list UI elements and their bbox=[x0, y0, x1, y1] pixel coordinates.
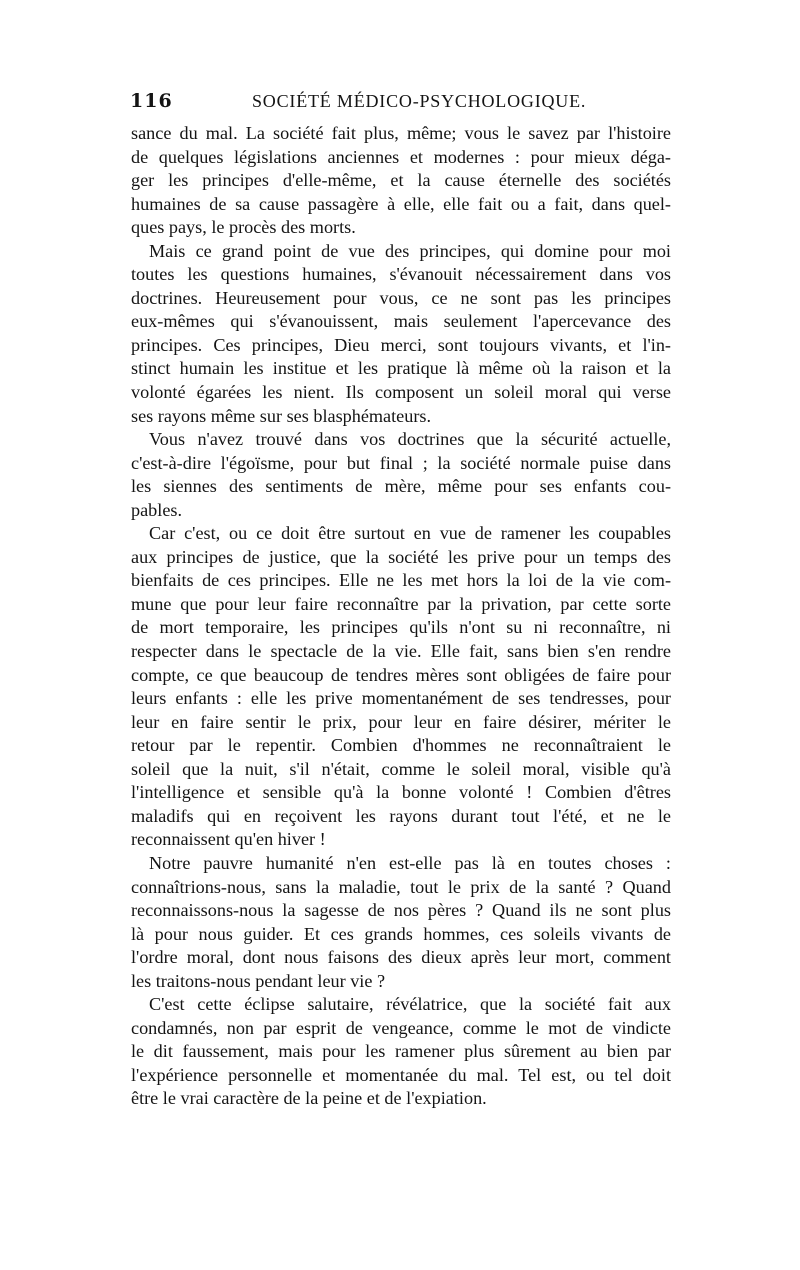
text-line: Mais ce grand point de vue des principes, qui domine pour moi bbox=[149, 240, 671, 261]
paragraph-5 bbox=[131, 852, 671, 993]
text-line: de quelques législations anciennes et modernes : pour mieux déga- bbox=[131, 146, 671, 167]
text-line: de mort temporaire, les principes qu'ils n'ont su ni reconnaître, ni bbox=[131, 617, 671, 638]
text-line: reconnaissons-nous la sagesse de nos pères ? Quand ils ne sont plus bbox=[131, 900, 671, 921]
text-line: les siennes des sentiments de mère, même pour ses enfants cou- bbox=[131, 476, 671, 497]
text-line: eux-mêmes qui s'évanouissent, mais seulement l'apercevance des bbox=[131, 311, 671, 332]
running-header bbox=[130, 88, 670, 114]
text-line: principes. Ces principes, Dieu merci, sont toujours vivants, et l'in- bbox=[131, 334, 671, 355]
text-line: maladifs qui en reçoivent les rayons durant tout l'été, et ne le bbox=[131, 805, 671, 826]
text-line: aux principes de justice, que la société les prive pour un temps des bbox=[131, 546, 671, 567]
text-line: volonté égarées les nient. Ils composent un soleil moral qui verse bbox=[131, 382, 671, 403]
text-line: ses rayons même sur ses blasphémateurs. bbox=[131, 405, 432, 426]
text-line: retour par le repentir. Combien d'hommes ne reconnaîtraient le bbox=[131, 735, 671, 756]
text-line: Car c'est, ou ce doit être surtout en vue de ramener les coupables bbox=[149, 523, 671, 544]
text-line: ques pays, le procès des morts. bbox=[131, 217, 356, 238]
text-line: les traitons-nous pendant leur vie ? bbox=[131, 970, 386, 991]
text-line: c'est-à-dire l'égoïsme, pour but final ; la société normale puise dans bbox=[131, 452, 671, 473]
text-line: l'ordre moral, dont nous faisons des dieux après leur mort, comment bbox=[131, 947, 671, 968]
text-line: leurs enfants : elle les prive momentanément de ses tendresses, pour bbox=[131, 688, 671, 709]
text-line: sance du mal. La société fait plus, même; vous le savez par l'histoire bbox=[131, 123, 671, 143]
text-line: pables. bbox=[131, 499, 183, 520]
text-line: Vous n'avez trouvé dans vos doctrines que la sécurité actuelle, bbox=[149, 429, 671, 450]
text-line: respecter dans le spectacle de la vie. Elle fait, sans bien s'en rendre bbox=[131, 641, 671, 662]
running-title: SOCIÉTÉ MÉDICO-PSYCHOLOGIQUE. bbox=[252, 91, 587, 111]
text-line: leur en faire sentir le prix, pour leur en faire désirer, mériter le bbox=[131, 711, 671, 732]
body-text bbox=[131, 122, 671, 1111]
text-line: Notre pauvre humanité n'en est-elle pas là en toutes choses : bbox=[149, 852, 671, 873]
text-line: l'intelligence et sensible qu'à la bonne volonté ! Combien d'êtres bbox=[131, 782, 671, 803]
text-line: ger les principes d'elle-même, et la cause éternelle des sociétés bbox=[131, 170, 671, 191]
paragraph-2 bbox=[131, 240, 671, 428]
text-line: compte, ce que beaucoup de tendres mères sont obligées de faire pour bbox=[131, 664, 671, 685]
text-line: stinct humain les institue et les pratique là même où la raison et la bbox=[131, 358, 671, 379]
paragraph-3 bbox=[131, 428, 671, 522]
text-line: là pour nous guider. Et ces grands hommes, ces soleils vivants de bbox=[131, 923, 671, 944]
paragraph-1 bbox=[131, 122, 671, 240]
page-number: 116 bbox=[130, 90, 173, 112]
text-line: mune que pour leur faire reconnaître par la privation, par cette sorte bbox=[131, 593, 671, 614]
text-line: humaines de sa cause passagère à elle, elle fait ou a fait, dans quel- bbox=[131, 193, 671, 214]
text-line: soleil que la nuit, s'il n'était, comme le soleil moral, visible qu'à bbox=[131, 758, 671, 779]
paragraph-4 bbox=[131, 522, 671, 852]
text-line: reconnaissent qu'en hiver ! bbox=[131, 829, 326, 850]
text-line: le dit faussement, mais pour les ramener plus sûrement au bien par bbox=[131, 1041, 671, 1062]
text-line: connaîtrions-nous, sans la maladie, tout le prix de la santé ? Quand bbox=[131, 876, 671, 897]
text-line: C'est cette éclipse salutaire, révélatrice, que la société fait aux bbox=[149, 994, 671, 1015]
text-line: l'expérience personnelle et momentanée du mal. Tel est, ou tel doit bbox=[131, 1064, 671, 1085]
text-line: toutes les questions humaines, s'évanouit nécessairement dans vos bbox=[131, 264, 671, 285]
text-line: être le vrai caractère de la peine et de l'expiation. bbox=[131, 1088, 487, 1109]
text-line: bienfaits de ces principes. Elle ne les met hors la loi de la vie com- bbox=[131, 570, 671, 591]
text-line: doctrines. Heureusement pour vous, ce ne sont pas les principes bbox=[131, 287, 671, 308]
text-line: condamnés, non par esprit de vengeance, comme le mot de vindicte bbox=[131, 1017, 671, 1038]
paragraph-6 bbox=[131, 993, 671, 1111]
